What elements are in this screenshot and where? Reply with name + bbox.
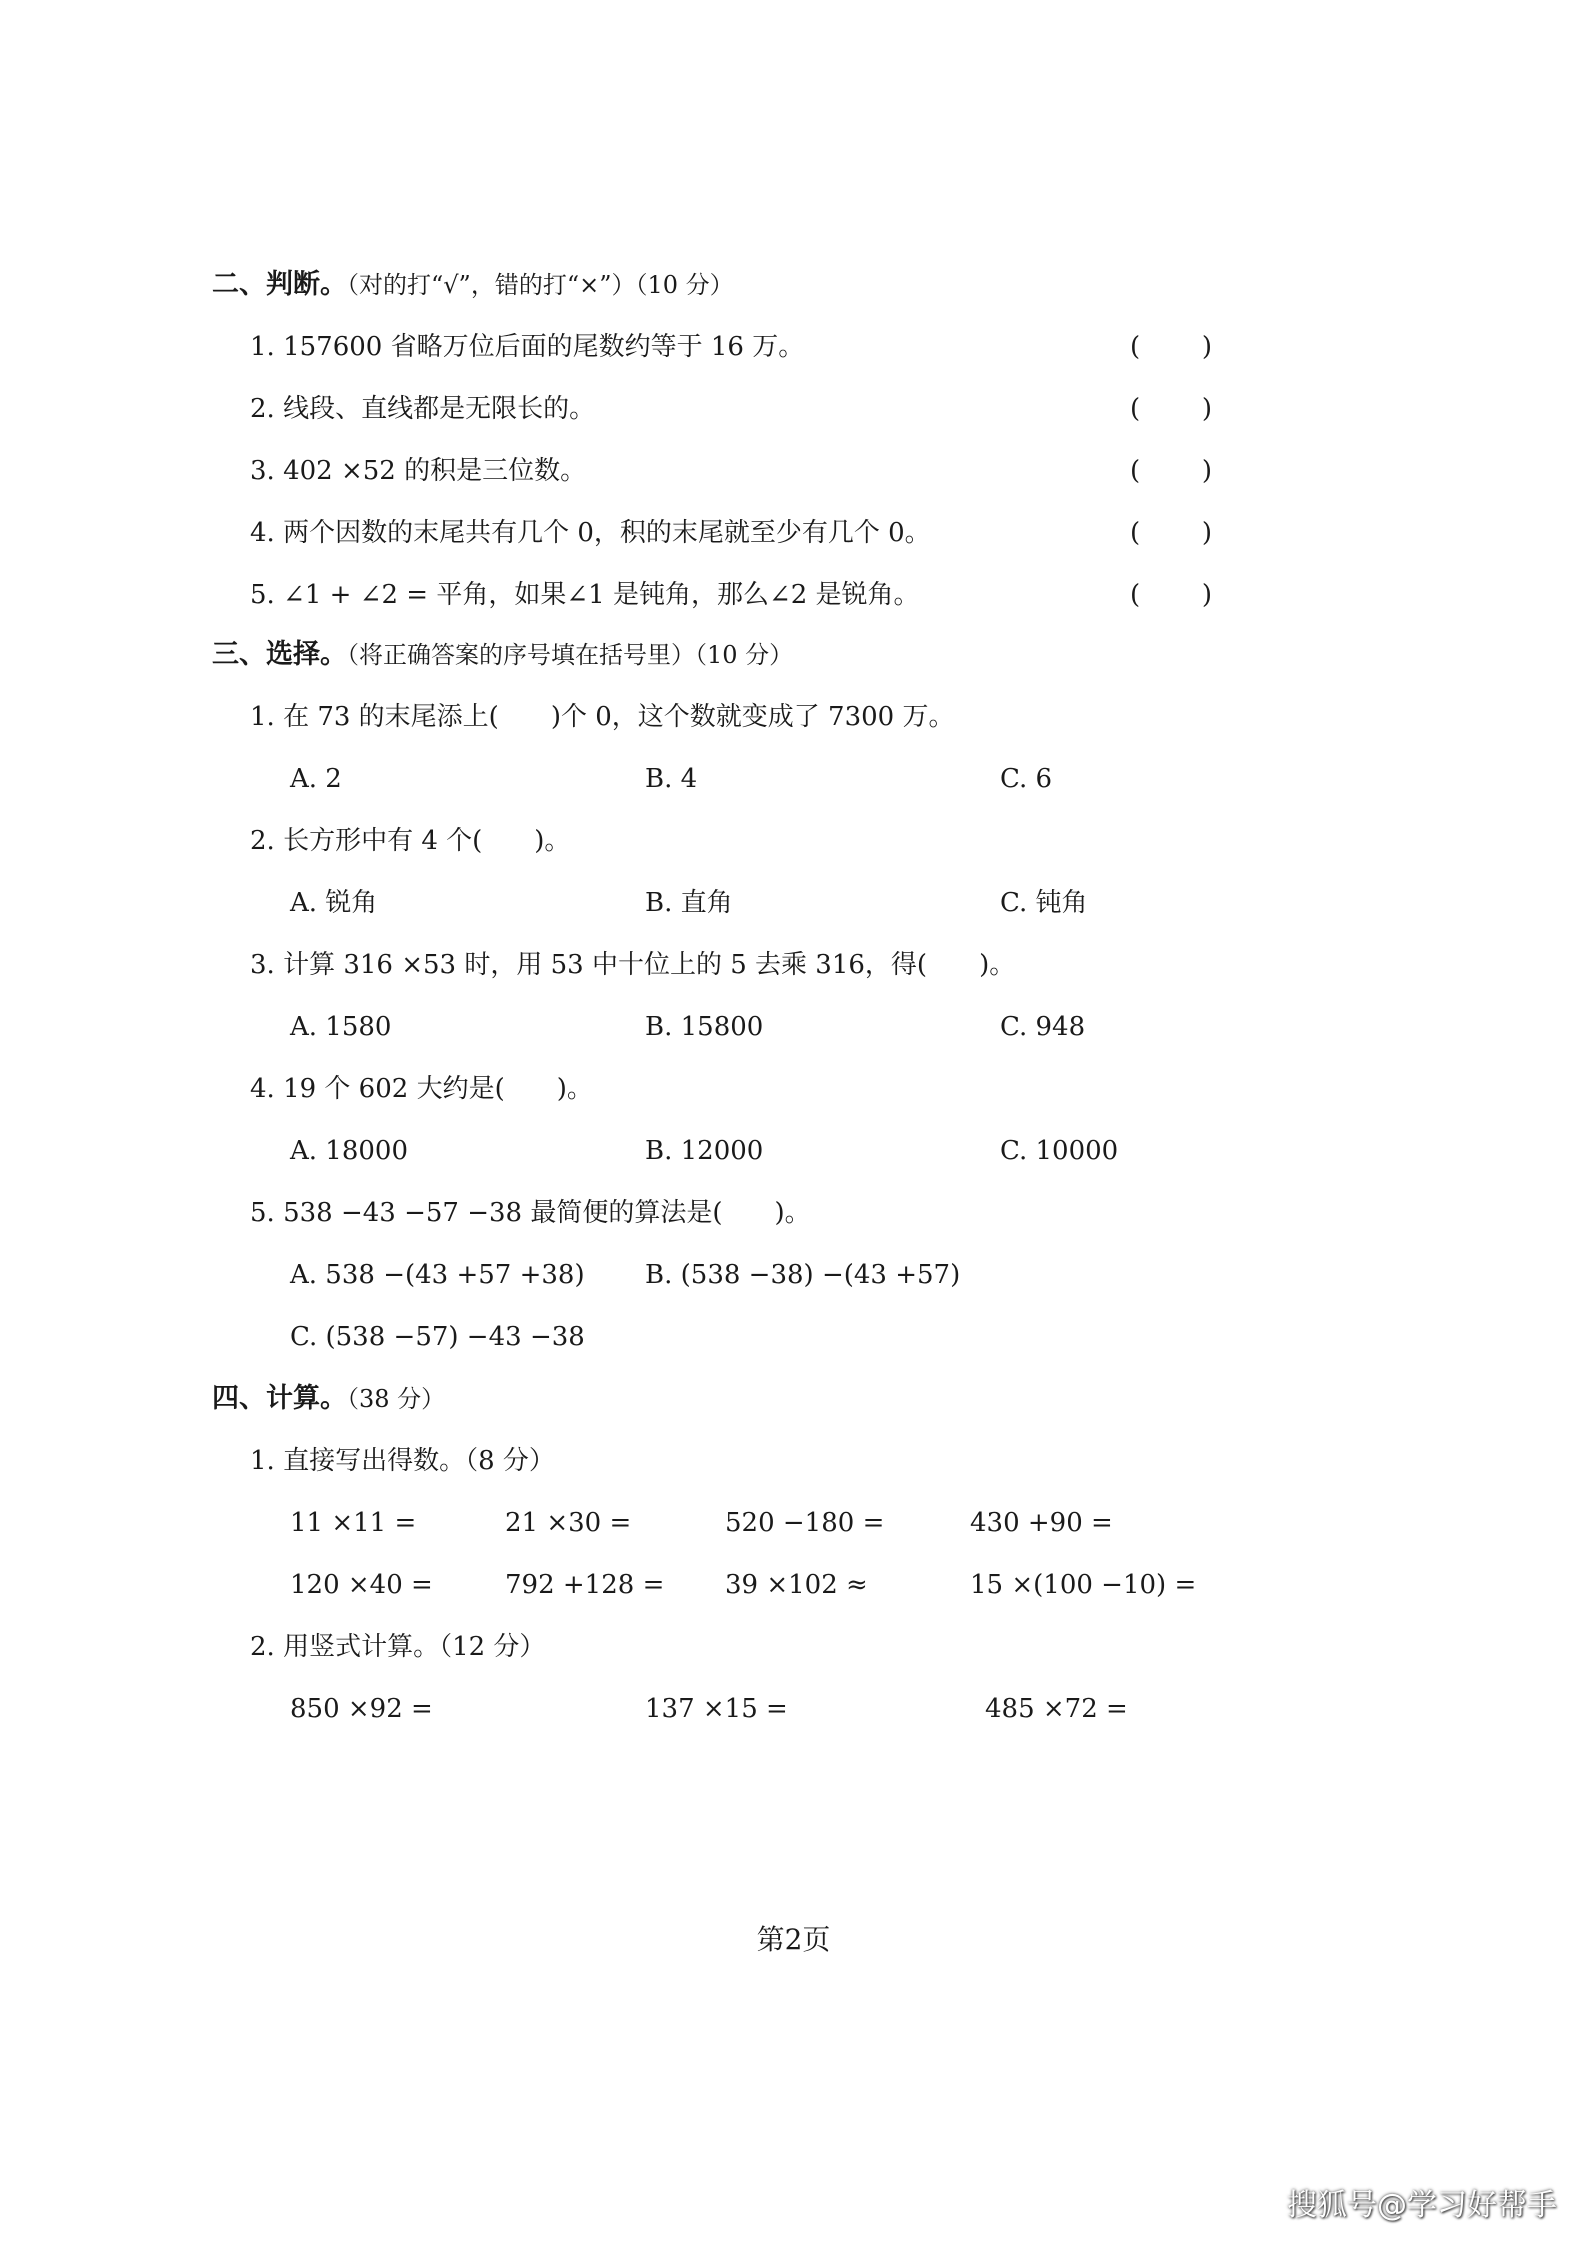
choice-5-option-a[interactable]: A. 538 −(43 +57 +38) <box>290 1260 585 1290</box>
calc-expr: 430 +90 = <box>970 1508 1113 1538</box>
calc-expr: 11 ×11 = <box>290 1508 417 1538</box>
paren-open: ( <box>1130 518 1141 548</box>
judge-answer-5[interactable] <box>1130 578 1212 612</box>
paren-close: ) <box>1201 394 1212 424</box>
paren-close: ) <box>1201 456 1212 486</box>
choice-3-option-c[interactable]: C. 948 <box>1000 1012 1086 1042</box>
calc-expr: 792 +128 = <box>505 1570 665 1600</box>
choice-3-option-b[interactable]: B. 15800 <box>645 1012 764 1042</box>
section-judge-note: （对的打“√”，错的打“×”）（10 分） <box>347 271 734 299</box>
choice-1-option-b[interactable]: B. 4 <box>645 764 698 794</box>
choice-5-option-c[interactable]: C. (538 −57) −43 −38 <box>290 1322 585 1352</box>
page-number: 第2页 <box>756 1923 831 1956</box>
section-judge-title: 二、判断。 <box>212 269 347 300</box>
choice-question-3: 3. 计算 316 ×53 时，用 53 中十位上的 5 去乘 316，得( )。 <box>250 950 1016 980</box>
choice-5-option-b[interactable]: B. (538 −38) −(43 +57) <box>645 1260 961 1290</box>
choice-question-2: 2. 长方形中有 4 个( )。 <box>250 826 571 856</box>
calc-vertical-expr: 137 ×15 = <box>645 1694 788 1724</box>
calc-expr: 39 ×102 ≈ <box>725 1570 868 1600</box>
choice-4-option-a[interactable]: A. 18000 <box>290 1136 409 1166</box>
section-calc-title: 四、计算。 <box>212 1383 347 1414</box>
section-calc-heading <box>212 1382 445 1416</box>
choice-4-option-b[interactable]: B. 12000 <box>645 1136 764 1166</box>
paren-open: ( <box>1130 394 1141 424</box>
calc-expr: 21 ×30 = <box>505 1508 632 1538</box>
section-choice-heading <box>212 638 793 672</box>
choice-question-4: 4. 19 个 602 大约是( )。 <box>250 1074 593 1104</box>
choice-1-option-c[interactable]: C. 6 <box>1000 764 1053 794</box>
judge-answer-4[interactable] <box>1130 516 1212 550</box>
paren-close: ) <box>1201 332 1212 362</box>
paren-open: ( <box>1130 332 1141 362</box>
choice-1-option-a[interactable]: A. 2 <box>290 764 342 794</box>
choice-2-option-a[interactable]: A. 锐角 <box>290 888 378 918</box>
calc-expr: 520 −180 = <box>725 1508 885 1538</box>
section-choice-note: （将正确答案的序号填在括号里）（10 分） <box>347 641 794 669</box>
judge-answer-3[interactable] <box>1130 454 1212 488</box>
section-judge-heading <box>212 268 734 302</box>
paren-close: ) <box>1201 518 1212 548</box>
calc-part-2-title: 2. 用竖式计算。（12 分） <box>250 1632 546 1662</box>
choice-2-option-c[interactable]: C. 钝角 <box>1000 888 1088 918</box>
choice-2-option-b[interactable]: B. 直角 <box>645 888 733 918</box>
judge-item-4: 4. 两个因数的末尾共有几个 0，积的末尾就至少有几个 0。 <box>250 518 931 548</box>
paren-open: ( <box>1130 580 1141 610</box>
paren-close: ) <box>1201 580 1212 610</box>
judge-answer-1[interactable] <box>1130 330 1212 364</box>
section-calc-note: （38 分） <box>347 1385 446 1413</box>
choice-4-option-c[interactable]: C. 10000 <box>1000 1136 1119 1166</box>
choice-3-option-a[interactable]: A. 1580 <box>290 1012 392 1042</box>
calc-part-1-title: 1. 直接写出得数。（8 分） <box>250 1446 555 1476</box>
judge-item-2: 2. 线段、直线都是无限长的。 <box>250 394 596 424</box>
judge-item-3: 3. 402 ×52 的积是三位数。 <box>250 456 587 486</box>
calc-expr: 15 ×(100 −10) = <box>970 1570 1197 1600</box>
judge-item-1: 1. 157600 省略万位后面的尾数约等于 16 万。 <box>250 332 805 362</box>
section-choice-title: 三、选择。 <box>212 639 347 670</box>
choice-question-1: 1. 在 73 的末尾添上( )个 0，这个数就变成了 7300 万。 <box>250 702 955 732</box>
watermark: 搜狐号@学习好帮手 <box>1287 2188 1557 2223</box>
paren-open: ( <box>1130 456 1141 486</box>
judge-item-5: 5. ∠1 + ∠2 = 平角，如果∠1 是钝角，那么∠2 是锐角。 <box>250 580 920 610</box>
choice-question-5: 5. 538 −43 −57 −38 最简便的算法是( )。 <box>250 1198 811 1228</box>
judge-answer-2[interactable] <box>1130 392 1212 426</box>
calc-vertical-expr: 850 ×92 = <box>290 1694 433 1724</box>
calc-expr: 120 ×40 = <box>290 1570 433 1600</box>
calc-vertical-expr: 485 ×72 = <box>985 1694 1128 1724</box>
